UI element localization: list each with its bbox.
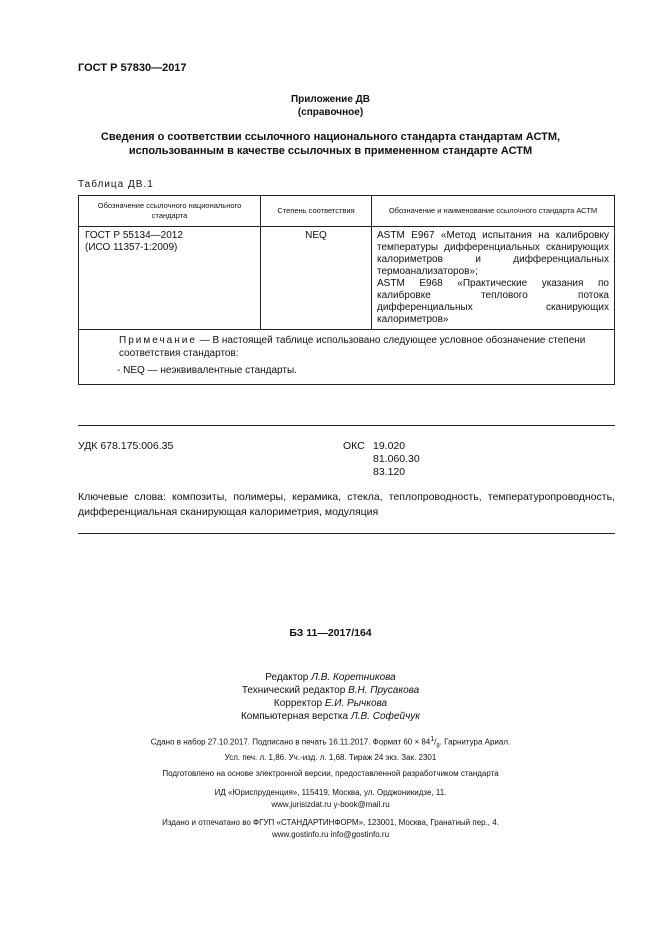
oks-label: ОКС [343, 440, 365, 452]
table-header-row [79, 196, 615, 227]
table-note-row [79, 330, 615, 385]
staff-layout: Компьютерная верстка Л.В. Софейчук [240, 711, 421, 722]
staff-name: Е.И. Рычкова [324, 698, 388, 709]
section-title [0, 130, 661, 158]
imprint-line-3: Подготовлено на основе электронной версии, предоставленной разработчиком стандарта [162, 769, 499, 779]
udk-code: УДК 678.175:006.35 [78, 440, 174, 452]
appendix-subtitle: (справочное) [297, 107, 364, 118]
staff-credits [0, 671, 661, 723]
section-title-line-2: использованным в качестве ссылочных в примененном стандарте АСТМ [128, 145, 533, 157]
divider-top [78, 425, 615, 426]
note-body: — В настоящей таблице использовано следующее условное обозначение степени соответствия стандартов: [119, 335, 586, 359]
iso-equivalent-code: (ИСО 11357-1:2009) [85, 242, 178, 253]
divider-bottom [78, 533, 615, 534]
keywords: Ключевые слова: композиты, полимеры, керамика, стекла, теплопроводность, температуропроводность, дифференциальная сканирующая калориметрия, модуляция [78, 491, 615, 518]
section-title-line-1: Сведения о соответствии ссылочного национального стандарта стандартам АСТМ, [100, 131, 561, 143]
staff-name: Л.В. Коретникова [311, 672, 396, 683]
table-note [79, 330, 615, 385]
appendix-title: Приложение ДВ [290, 94, 371, 105]
appendix-heading [0, 93, 661, 119]
publisher-block [0, 787, 661, 841]
staff-tech-editor: Технический редактор В.Н. Прусакова [241, 685, 420, 696]
astm-e967-description: ASTM E967 «Метод испытания на калибровку температуры дифференциальных сканирующих калориметров и дифференциальных термоанализаторов»; [377, 230, 609, 277]
oks-code: 83.120 [373, 466, 406, 478]
oks-code: 81.060.30 [373, 453, 420, 465]
oks-code: 19.020 [373, 440, 406, 452]
table-row [79, 227, 615, 330]
column-header-national-standard: Обозначение ссылочного национального стандарта [79, 196, 261, 227]
national-standard-code: ГОСТ Р 55134—2012 [85, 230, 183, 241]
document-header: ГОСТ Р 57830—2017 [78, 62, 187, 74]
column-header-astm-standard: Обозначение и наименование ссылочного стандарта АСТМ [372, 196, 615, 227]
column-header-degree: Степень соответствия [261, 196, 372, 227]
publisher-line-2: www.jurisizdat.ru y-book@mail.ru [271, 800, 390, 809]
publisher-line-3: Издано и отпечатано во ФГУП «СТАНДАРТИНФОРМ», 123001, Москва, Гранатный пер., 4. [162, 818, 499, 827]
staff-editor: Редактор Л.В. Коретникова [265, 672, 396, 683]
imprint-line-2: Усл. печ. л. 1,86. Уч.-изд. л. 1,68. Тираж 24 экз. Зак. 2301 [224, 753, 437, 763]
staff-name: Л.В. Софейчук [350, 711, 421, 722]
note-item: - NEQ — неэквивалентные стандарты. [117, 365, 297, 376]
note-label: Примечание [119, 335, 197, 346]
bz-number: БЗ 11—2017/164 [289, 627, 372, 639]
cell-astm-standard [372, 227, 615, 330]
oks-codes [373, 440, 420, 479]
imprint-block [0, 734, 661, 780]
table-caption: Таблица ДВ.1 [78, 179, 154, 190]
staff-name: В.Н. Прусакова [348, 685, 420, 696]
correspondence-table [78, 195, 615, 385]
publisher-line-1: ИД «Юриспруденция», 115419, Москва, ул. Орджоникидзе, 11. [214, 788, 447, 797]
staff-proofreader: Корректор Е.И. Рычкова [273, 698, 388, 709]
cell-degree: NEQ [261, 227, 372, 330]
imprint-line-1: Сдано в набор 27.10.2017. Подписано в печать 16.11.2017. Формат $60 \times 84^1/_8$. Гарнитура Ариал. [150, 736, 511, 750]
cell-national-standard [79, 227, 261, 330]
astm-e968-description: ASTM E968 «Практические указания по калибровке теплового потока дифференциальных сканирующих калориметров» [377, 278, 609, 325]
note-text [87, 334, 608, 360]
publisher-line-4: www.gostinfo.ru info@gostinfo.ru [271, 830, 390, 839]
